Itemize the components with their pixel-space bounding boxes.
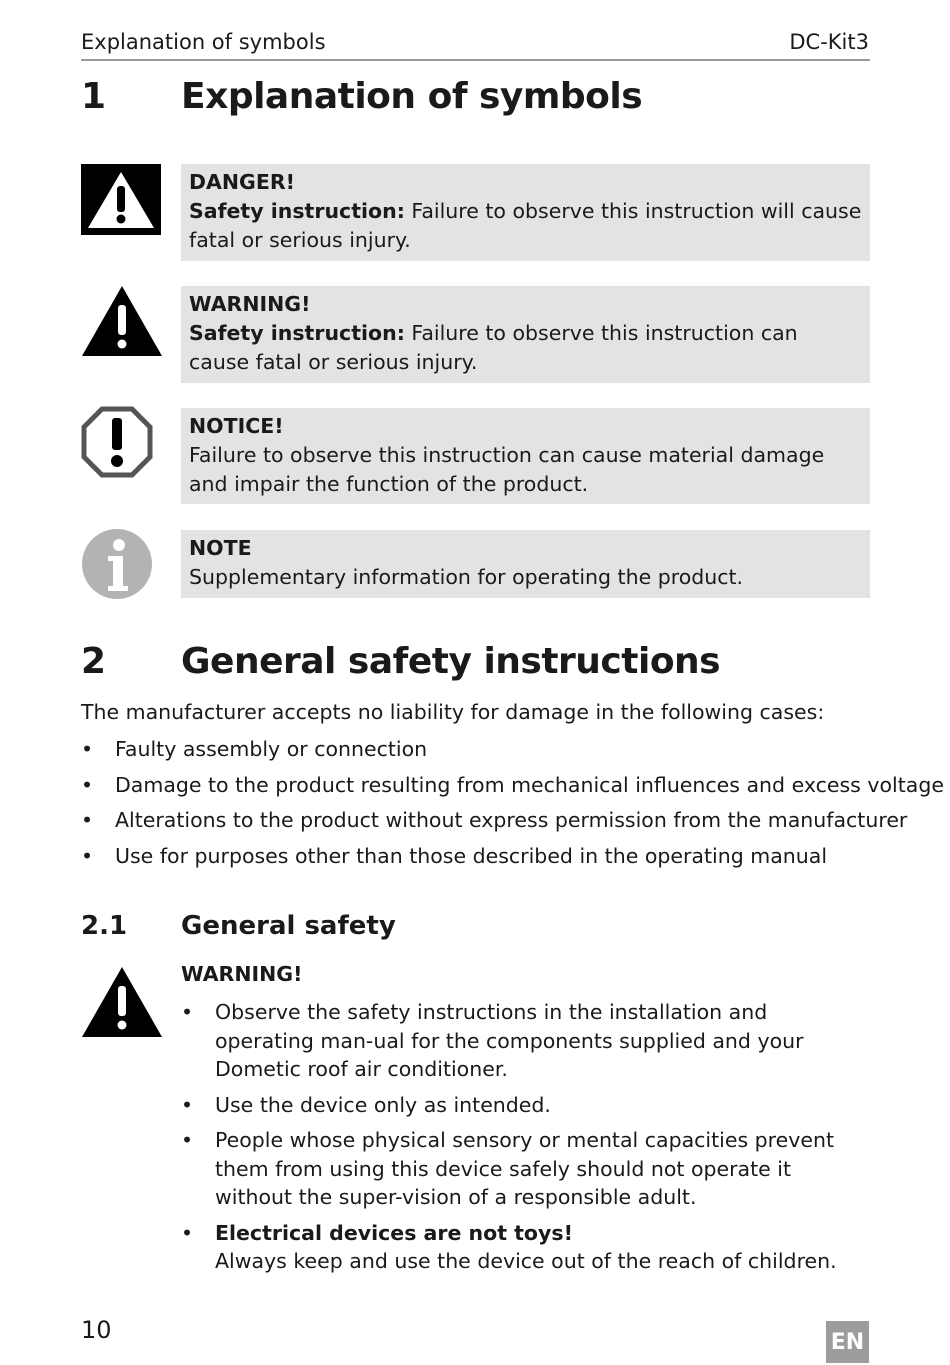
section-2-number: 2: [81, 641, 107, 682]
liability-list: [81, 732, 944, 874]
list-item: • Observe the safety instructions in the installation and operating man-ual for the components supplied and your Dometic roof air conditioner.: [181, 998, 870, 1084]
warning-label: WARNING!: [189, 292, 311, 316]
section-1-title: Explanation of symbols: [181, 76, 643, 117]
list-item: • Damage to the product resulting from mechanical influences and excess voltage: [81, 768, 881, 804]
running-header-product: DC-Kit3: [789, 30, 869, 54]
list-item-text: Always keep and use the device out of the reach of children.: [215, 1249, 837, 1273]
list-item: [181, 1219, 870, 1276]
warning-lead: Safety instruction:: [189, 321, 405, 345]
liability-intro: The manufacturer accepts no liability for damage in the following cases:: [81, 700, 825, 724]
general-safety-warning-label: WARNING!: [181, 962, 303, 986]
danger-label: DANGER!: [189, 170, 296, 194]
header-divider: [81, 59, 870, 61]
note-label: NOTE: [189, 536, 252, 560]
section-2-title: General safety instructions: [181, 641, 721, 682]
language-badge: EN: [826, 1321, 869, 1363]
note-text: Supplementary information for operating the product.: [189, 565, 744, 589]
running-header-title: Explanation of symbols: [81, 30, 326, 54]
note-box: [181, 530, 870, 598]
section-1-number: 1: [81, 76, 107, 117]
list-item-emphasis: Electrical devices are not toys!: [215, 1220, 573, 1245]
list-item: • Faulty assembly or connection: [81, 732, 881, 768]
danger-warning-icon: [81, 164, 161, 239]
info-icon: [81, 528, 153, 604]
warning-triangle-icon: [81, 966, 163, 1042]
warning-text: Failure to observe this instruction can cause fatal or serious injury.: [189, 321, 798, 374]
notice-octagon-icon: [81, 406, 153, 482]
list-item: • Use the device only as intended.: [181, 1091, 870, 1120]
notice-label: NOTICE!: [189, 414, 284, 438]
warning-triangle-icon: [81, 285, 163, 361]
danger-text: Failure to observe this instruction will cause fatal or serious injury.: [189, 199, 862, 252]
danger-lead: Safety instruction:: [189, 199, 405, 223]
notice-text: Failure to observe this instruction can cause material damage and impair the function of the product.: [189, 443, 825, 496]
list-item: • Use for purposes other than those described in the operating manual: [81, 839, 881, 875]
notice-box: [181, 408, 870, 504]
section-2-1-title: General safety: [181, 911, 396, 941]
list-item: • Alterations to the product without express permission from the manufacturer: [81, 803, 881, 839]
danger-box: [181, 164, 870, 261]
page-number: 10: [81, 1316, 112, 1344]
warning-box: [181, 286, 870, 383]
section-2-1-number: 2.1: [81, 911, 128, 941]
list-item: • People whose physical sensory or mental capacities prevent them from using this device safely should not operate it without the super-vision of a responsible adult.: [181, 1126, 870, 1212]
general-safety-list: [181, 998, 870, 1283]
